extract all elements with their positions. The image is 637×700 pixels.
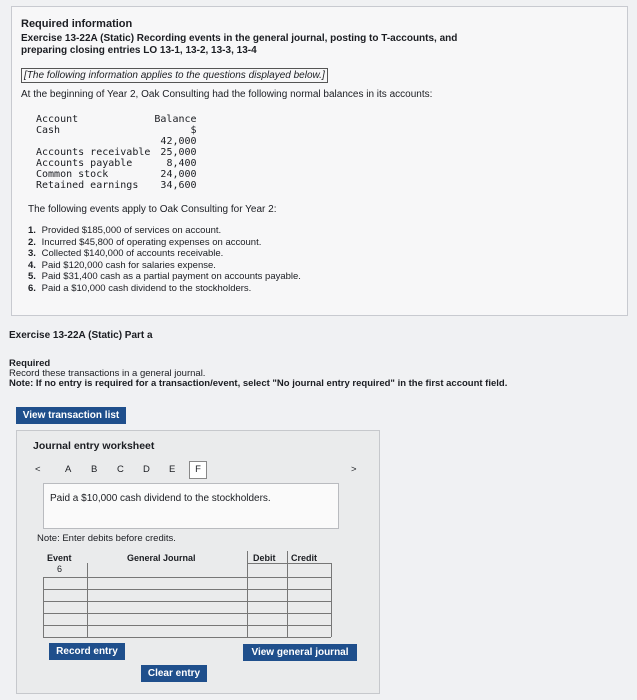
event-number: 1. (28, 225, 36, 236)
event-number: 3. (28, 248, 36, 259)
row-divider (43, 637, 331, 638)
tab-d[interactable]: D (143, 464, 150, 475)
event-number: 6. (28, 282, 36, 294)
debits-note: Note: Enter debits before credits. (37, 533, 176, 544)
prev-arrow-icon[interactable]: < (35, 464, 41, 475)
required-label: Required (9, 358, 51, 369)
list-item (28, 225, 301, 237)
debit-column-header: Debit (253, 553, 276, 563)
worksheet-title: Journal entry worksheet (33, 440, 155, 452)
event-number: 5. (28, 271, 36, 282)
events-list (28, 225, 301, 294)
tab-f[interactable]: F (189, 461, 207, 479)
balance-table (34, 114, 199, 191)
tab-c[interactable]: C (117, 464, 124, 475)
list-item (28, 271, 301, 283)
column-divider (247, 563, 331, 564)
event-text: Collected $140,000 of accounts receivable. (41, 248, 224, 259)
table-row (34, 180, 199, 191)
account-input[interactable] (88, 578, 247, 589)
balance-value: 8,400 (166, 158, 197, 169)
debit-input[interactable] (248, 578, 287, 589)
balance-table-header (34, 114, 199, 125)
currency-symbol: $ (190, 125, 197, 136)
event-text: Paid a $10,000 cash dividend to the stockholders. (41, 282, 252, 294)
credit-input[interactable] (288, 626, 331, 637)
balance-value: 42,000 (160, 136, 197, 147)
tab-a[interactable]: A (65, 464, 72, 475)
account-name: Common stock (36, 169, 109, 180)
clear-entry-button[interactable]: Clear entry (141, 665, 207, 682)
column-divider (43, 577, 44, 637)
required-information-heading: Required information (21, 18, 133, 30)
balance-value: 25,000 (160, 147, 197, 158)
general-journal-column-header: General Journal (127, 553, 196, 563)
events-intro: The following events apply to Oak Consulting for Year 2: (28, 204, 277, 215)
table-row (34, 147, 199, 158)
credit-column-header: Credit (291, 553, 318, 563)
account-column-header: Account (36, 114, 79, 125)
balance-value: 24,000 (160, 169, 197, 180)
event-number: 4. (28, 259, 36, 271)
view-transaction-list-button[interactable]: View transaction list (16, 407, 126, 424)
event-text: Incurred $45,800 of operating expenses on account. (41, 236, 262, 248)
applies-note: [The following information applies to the questions displayed below.] (21, 68, 328, 83)
list-item (28, 237, 301, 249)
list-item (28, 248, 301, 260)
account-input[interactable] (88, 614, 247, 625)
view-general-journal-button[interactable]: View general journal (243, 644, 357, 661)
column-divider (331, 563, 332, 637)
account-input[interactable] (88, 590, 247, 601)
event-column-header: Event (47, 553, 72, 563)
required-text: Record these transactions in a general journal. (9, 368, 206, 379)
debit-input[interactable] (248, 626, 287, 637)
credit-input[interactable] (288, 614, 331, 625)
account-input[interactable] (88, 602, 247, 613)
required-information-panel (11, 6, 628, 316)
table-row (34, 169, 199, 180)
list-item (28, 283, 301, 295)
event-text: Paid $31,400 cash as a partial payment on accounts payable. (41, 271, 301, 282)
account-input[interactable] (88, 626, 247, 637)
credit-input[interactable] (288, 602, 331, 613)
credit-input[interactable] (288, 578, 331, 589)
table-row (34, 158, 199, 169)
part-title: Exercise 13-22A (Static) Part a (9, 330, 153, 341)
tab-e[interactable]: E (169, 464, 176, 475)
exercise-title: Exercise 13-22A (Static) Recording events in the general journal, posting to T-accounts, and preparing closing entries LO 13-1, 13-2, 13-3, 13-4 (21, 33, 458, 56)
balances-intro: At the beginning of Year 2, Oak Consulting had the following normal balances in its accounts: (21, 89, 433, 100)
tab-b[interactable]: B (91, 464, 98, 475)
next-arrow-icon[interactable]: > (351, 464, 357, 475)
record-entry-button[interactable]: Record entry (49, 643, 125, 660)
event-number-cell: 6 (57, 564, 63, 574)
account-name: Accounts receivable (36, 147, 151, 158)
event-number: 2. (28, 236, 36, 248)
column-divider (287, 551, 288, 563)
debit-input[interactable] (248, 602, 287, 613)
balance-value: 34,600 (160, 180, 197, 191)
event-text: Paid $120,000 cash for salaries expense. (41, 259, 216, 271)
no-entry-note: Note: If no entry is required for a transaction/event, select "No journal entry required" in the first account field. (9, 378, 508, 389)
list-item (28, 260, 301, 272)
journal-entry-worksheet (16, 430, 380, 694)
account-name: Cash (36, 125, 61, 136)
event-description: Paid a $10,000 cash dividend to the stockholders. (43, 483, 339, 529)
account-name: Retained earnings (36, 180, 139, 191)
event-text: Provided $185,000 of services on account. (41, 225, 222, 236)
balance-column-header: Balance (154, 114, 197, 125)
column-divider (247, 551, 248, 563)
debit-input[interactable] (248, 614, 287, 625)
credit-input[interactable] (288, 590, 331, 601)
account-name: Accounts payable (36, 158, 133, 169)
debit-input[interactable] (248, 590, 287, 601)
table-row (34, 125, 199, 147)
journal-entry-grid (43, 551, 331, 637)
